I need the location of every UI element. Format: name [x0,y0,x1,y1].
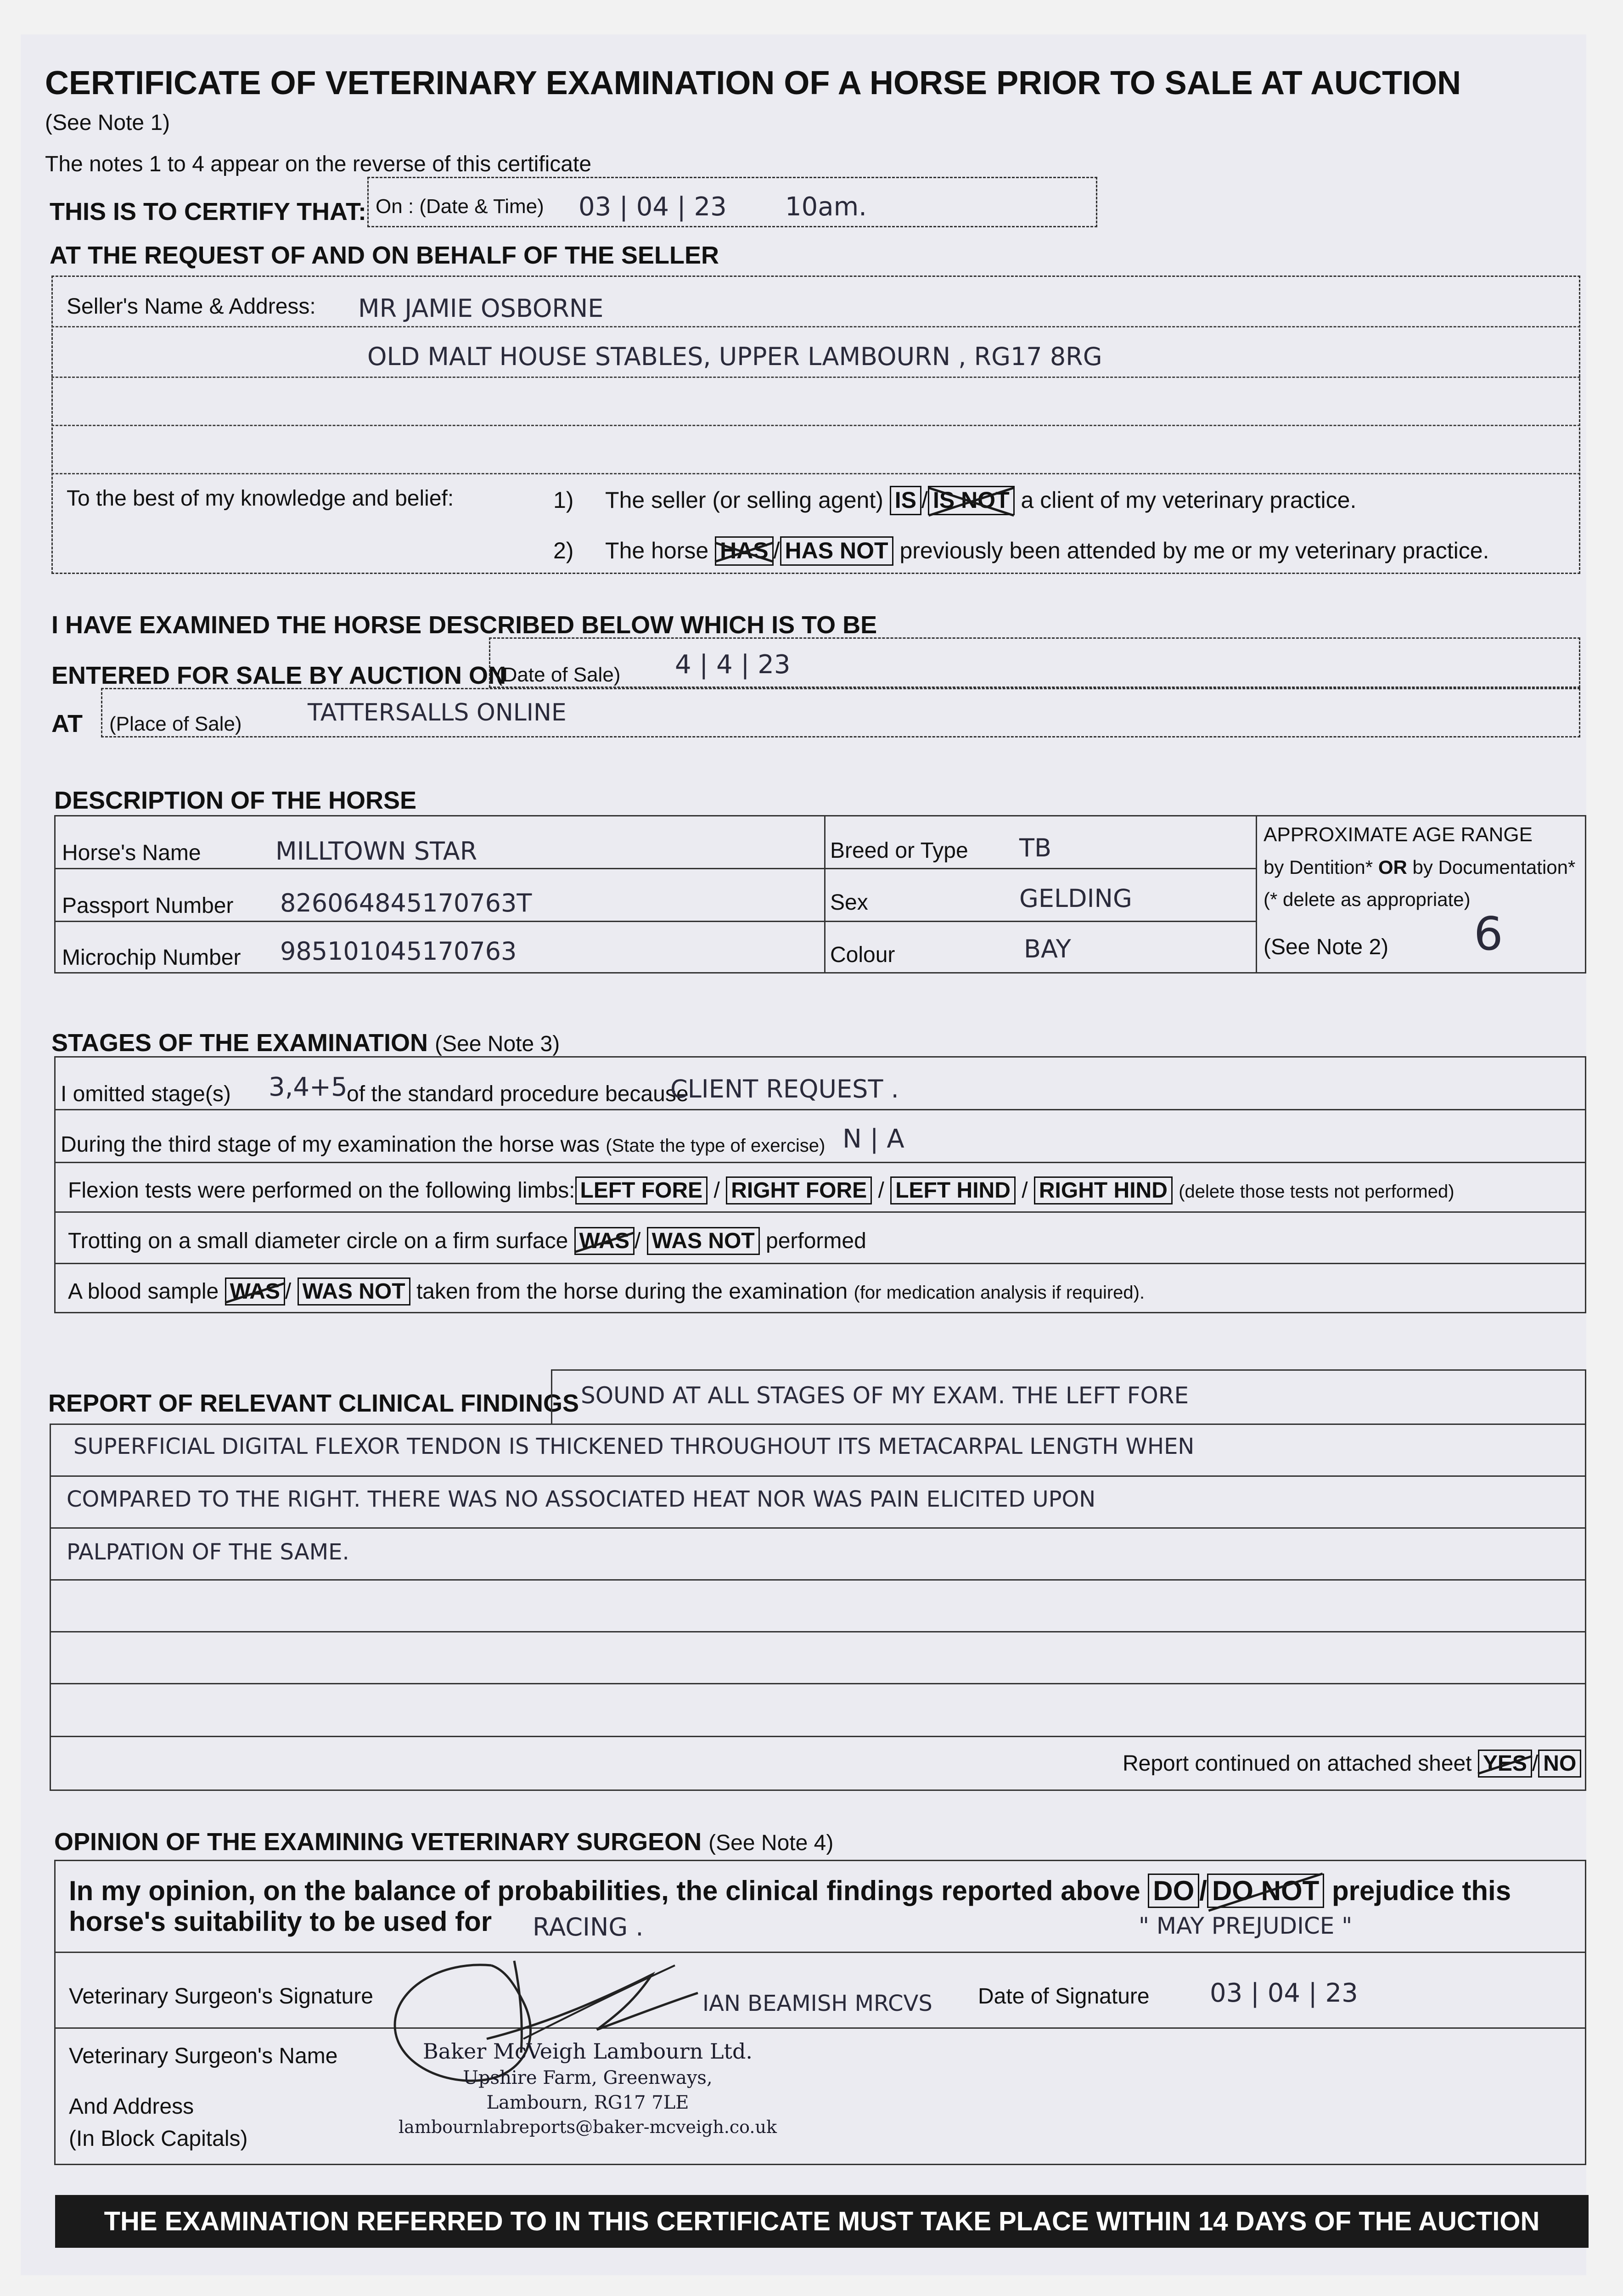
stamp-line-2: Upshire Farm, Greenways, [463,2067,713,2088]
report-line-1[interactable]: SOUND AT ALL STAGES OF MY EXAM. THE LEFT FORE [581,1382,1189,1409]
report-continued [1123,1750,1581,1778]
stages-header [51,1029,560,1057]
separator: / [285,1279,292,1304]
flexion-note: (delete those tests not performed) [1179,1182,1455,1202]
microchip-label: Microchip Number [62,945,241,970]
on-date-label: On : (Date & Time) [376,195,544,218]
item-text: The horse [605,538,709,563]
address-label: And Address [69,2094,194,2119]
signature-label: Veterinary Surgeon's Signature [69,1984,373,2009]
knowledge-label: To the best of my knowledge and belief: [67,486,454,511]
blood-was-not-option[interactable]: WAS NOT [298,1277,410,1306]
divider [1256,815,1257,974]
opinion-line-2: horse's suitability to be used for [69,1906,492,1937]
page-title: CERTIFICATE OF VETERINARY EXAMINATION OF A HORSE PRIOR TO SALE AT AUCTION [45,65,1461,101]
on-time-value: 10am. [785,192,867,222]
opinion-note: (See Note 4) [708,1831,834,1855]
divider [50,1683,1586,1684]
on-date-value: 03 | 04 | 23 [578,192,727,222]
description-header: DESCRIPTION OF THE HORSE [54,787,417,814]
third-stage-pre: During the third stage of my examination the horse was [61,1132,600,1157]
entered-label: ENTERED FOR SALE BY AUCTION ON [51,662,506,689]
seller-label: Seller's Name & Address: [67,294,316,319]
colour-label: Colour [830,943,895,967]
age-methods [1264,856,1575,878]
age-or: OR [1378,856,1407,878]
third-stage-note: (State the type of exercise) [606,1136,826,1156]
breed-value[interactable]: TB [1019,833,1052,862]
has-option[interactable]: HAS [715,536,774,566]
age-value[interactable]: 6 [1474,907,1503,961]
use-value[interactable]: RACING . [533,1913,644,1941]
knowledge-item-2 [553,536,1489,566]
trot-row [68,1227,866,1255]
trot-was-option[interactable]: WAS [574,1227,635,1255]
vet-name-value[interactable]: IAN BEAMISH MRCVS [702,1991,932,2016]
blood-post: taken from the horse during the examination [416,1279,848,1304]
divider [54,1162,1586,1163]
separator: / [773,538,780,563]
separator: / [1532,1751,1539,1776]
vet-name-label: Veterinary Surgeon's Name [69,2044,338,2068]
separator: / [1022,1178,1028,1203]
date-signature-value[interactable]: 03 | 04 | 23 [1210,1978,1358,2008]
report-line-4[interactable]: PALPATION OF THE SAME. [67,1539,349,1565]
separator: / [713,1178,720,1203]
trot-was-not-option[interactable]: WAS NOT [647,1227,760,1255]
divider [51,377,1580,378]
date-of-sale-field[interactable] [489,637,1580,688]
colour-value[interactable]: BAY [1024,934,1071,963]
age-title: APPROXIMATE AGE RANGE [1264,823,1533,846]
omitted-pre: I omitted stage(s) [61,1082,231,1106]
stamp-line-3: Lambourn, RG17 7LE [486,2092,689,2113]
divider [50,1736,1586,1737]
is-not-option[interactable]: IS NOT [928,486,1015,515]
item-number: 1) [553,487,574,513]
do-not-option[interactable]: DO NOT [1207,1874,1324,1908]
item-number: 2) [553,538,574,563]
date-of-sale-value[interactable]: 4 | 4 | 23 [675,650,791,680]
item-text: a client of my veterinary practice. [1021,487,1357,513]
report-line-3[interactable]: COMPARED TO THE RIGHT. THERE WAS NO ASSOCIATED HEAT NOR WAS PAIN ELICITED UPON [67,1486,1096,1512]
age-delete-note: (* delete as appropriate) [1264,889,1471,910]
omitted-reason-value[interactable]: CLIENT REQUEST . [670,1075,899,1103]
blood-pre: A blood sample [68,1279,219,1304]
continued-label: Report continued on attached sheet [1123,1751,1472,1776]
divider [54,2027,1586,2029]
trot-post: performed [766,1229,866,1253]
separator: / [634,1229,641,1253]
stamp-line-4: lambournlabreports@baker-mcveigh.co.uk [399,2117,777,2137]
opinion-header [54,1828,833,1856]
divider [50,1579,1586,1581]
passport-value[interactable]: 826064845170763T [280,889,532,917]
stages-note: (See Note 3) [435,1032,560,1056]
seller-address-value[interactable]: OLD MALT HOUSE STABLES, UPPER LAMBOURN , RG17 8RG [367,342,1102,371]
date-of-sale-label: (Date of Sale) [496,664,621,686]
knowledge-item-1 [553,486,1356,515]
stages-title: STAGES OF THE EXAMINATION [51,1029,428,1057]
opinion-title: OPINION OF THE EXAMINING VETERINARY SURGEON [54,1828,702,1856]
age-by-documentation[interactable]: by Documentation* [1412,856,1576,878]
at-label: AT [51,710,83,737]
report-header: REPORT OF RELEVANT CLINICAL FINDINGS [48,1390,579,1417]
sex-label: Sex [830,890,868,915]
separator: / [1199,1875,1207,1906]
right-fore-option[interactable]: RIGHT FORE [726,1176,872,1204]
date-signature-label: Date of Signature [978,1984,1150,2009]
do-option[interactable]: DO [1148,1874,1199,1908]
age-by-dentition[interactable]: by Dentition* [1264,856,1373,878]
divider [54,868,1257,869]
horse-name-value[interactable]: MILLTOWN STAR [275,837,477,866]
divider [50,1631,1586,1632]
item-text: previously been attended by me or my veterinary practice. [899,538,1489,563]
breed-label: Breed or Type [830,838,968,863]
divider [51,326,1580,327]
divider [54,1109,1586,1110]
horse-name-label: Horse's Name [62,841,201,865]
passport-label: Passport Number [62,894,234,918]
block-caps-label: (In Block Capitals) [69,2127,248,2151]
divider [51,473,1580,474]
age-see-note: (See Note 2) [1264,935,1389,959]
separator: / [921,487,928,513]
report-line-2[interactable]: SUPERFICIAL DIGITAL FLEXOR TENDON IS THICKENED THROUGHOUT ITS METACARPAL LENGTH WHEN [73,1434,1195,1459]
request-header: AT THE REQUEST OF AND ON BEHALF OF THE SELLER [50,242,719,269]
blood-note: (for medication analysis if required). [854,1283,1145,1303]
is-option[interactable]: IS [890,486,921,515]
omitted-post: of the standard procedure because [347,1082,689,1106]
practice-stamp [386,2039,790,2137]
divider [54,1211,1586,1213]
opinion-text-post: prejudice this [1331,1875,1511,1906]
blood-row [68,1277,1145,1306]
place-of-sale-value[interactable]: TATTERSALLS ONLINE [308,699,567,726]
stamp-line-1: Baker McVeigh Lambourn Ltd. [422,2039,753,2064]
right-hind-option[interactable]: RIGHT HIND [1034,1176,1173,1204]
opinion-statement [69,1874,1511,1908]
blood-was-option[interactable]: WAS [225,1277,285,1306]
continued-no-option[interactable]: NO [1538,1750,1581,1778]
divider [51,425,1580,426]
microchip-value[interactable]: 985101045170763 [280,937,517,966]
place-of-sale-label: (Place of Sale) [109,713,242,735]
continued-yes-option[interactable]: YES [1478,1750,1532,1778]
separator: / [878,1178,884,1203]
divider [54,1952,1586,1953]
third-stage-value[interactable]: N | A [842,1124,904,1154]
flexion-row [68,1176,1455,1204]
opinion-text-pre: In my opinion, on the balance of probabilities, the clinical findings reported above [69,1875,1140,1906]
handwritten-note: " MAY PREJUDICE " [1139,1913,1353,1939]
divider [50,1475,1586,1477]
divider [824,815,826,974]
left-hind-option[interactable]: LEFT HIND [890,1176,1016,1204]
notes-line: The notes 1 to 4 appear on the reverse of this certificate [45,152,592,176]
divider [54,1263,1586,1264]
trot-pre: Trotting on a small diameter circle on a firm surface [68,1229,568,1253]
has-not-option[interactable]: HAS NOT [780,536,893,566]
item-text: The seller (or selling agent) [605,487,883,513]
left-fore-option[interactable]: LEFT FORE [575,1176,708,1204]
omitted-stages-value[interactable]: 3,4+5 [269,1072,348,1102]
divider [54,921,1257,922]
seller-name-value[interactable]: MR JAMIE OSBORNE [358,294,604,323]
third-stage-label [61,1132,825,1157]
see-note-1: (See Note 1) [45,111,170,135]
footer-banner: THE EXAMINATION REFERRED TO IN THIS CERTIFICATE MUST TAKE PLACE WITHIN 14 DAYS OF THE AUCTION [55,2195,1589,2248]
divider [50,1527,1586,1529]
examined-header: I HAVE EXAMINED THE HORSE DESCRIBED BELOW WHICH IS TO BE [51,611,877,639]
certify-label: THIS IS TO CERTIFY THAT: [50,198,367,225]
sex-value[interactable]: GELDING [1019,884,1132,913]
flexion-pre: Flexion tests were performed on the following limbs: [68,1178,575,1203]
